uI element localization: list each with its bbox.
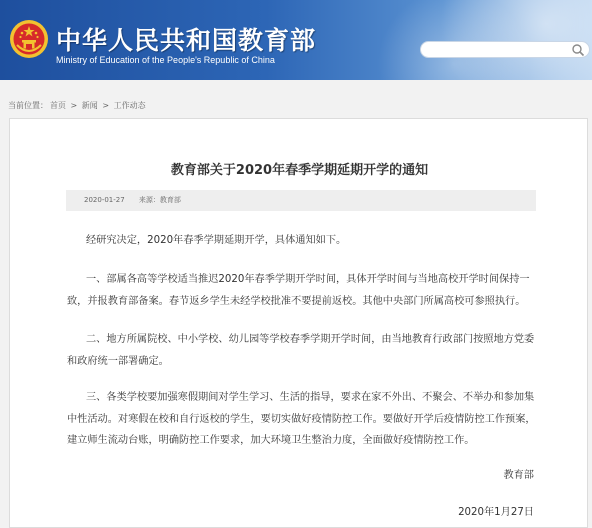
article-signature: 教育部 bbox=[503, 470, 534, 481]
site-header bbox=[0, 0, 592, 80]
article-source: 来源：教育部 bbox=[138, 196, 181, 204]
breadcrumb-separator: > bbox=[102, 101, 110, 110]
breadcrumb-work-updates[interactable]: 工作动态 bbox=[113, 101, 146, 110]
article-signed-date: 2020年1月27日 bbox=[458, 507, 534, 518]
article-paragraph-2: 二、地方所属院校、中小学校、幼儿园等学校春季学期开学时间，由当地教育行政部门按照地方党委和政府统一部署确定。 bbox=[67, 334, 535, 367]
breadcrumb-home[interactable]: 首页 bbox=[50, 101, 66, 110]
header-decoration bbox=[362, 0, 592, 80]
article-meta bbox=[66, 190, 536, 211]
breadcrumb-separator: > bbox=[70, 101, 78, 110]
breadcrumb bbox=[8, 100, 148, 111]
article-paragraph-3: 三、各类学校要加强寒假期间对学生学习、生活的指导，要求在家不外出、不聚会、不举办和参加集中性活动。对寒假在校和自行返校的学生，要切实做好疫情防控工作。要做好开学后疫情防控工作预案，建立师生流动台账，明确防控工作要求，加大环境卫生整治力度，全面做好疫情防控工作。 bbox=[67, 392, 536, 446]
article-paragraph-1: 一、部属各高等学校适当推迟2020年春季学期开学时间，具体开学时间与当地高校开学时间保持一致，并报教育部备案。春节返乡学生未经学校批准不要提前返校。其他中央部门所属高校可参照执行。 bbox=[67, 274, 530, 307]
article-paragraph-intro: 经研究决定，2020年春季学期延期开学，具体通知如下。 bbox=[86, 235, 347, 246]
search-icon[interactable] bbox=[571, 43, 585, 57]
search-input[interactable] bbox=[420, 41, 590, 58]
national-emblem-icon[interactable] bbox=[9, 19, 49, 59]
site-title[interactable]: 中华人民共和国教育部 bbox=[56, 26, 317, 55]
breadcrumb-prefix: 当前位置： bbox=[8, 101, 48, 110]
breadcrumb-news[interactable]: 新闻 bbox=[81, 101, 98, 110]
site-subtitle: Ministry of Education of the People's Republic of China bbox=[56, 55, 275, 65]
article-title: 教育部关于2020年春季学期延期开学的通知 bbox=[170, 163, 429, 178]
article-container bbox=[9, 118, 588, 528]
article-date: 2020-01-27 bbox=[84, 196, 125, 204]
